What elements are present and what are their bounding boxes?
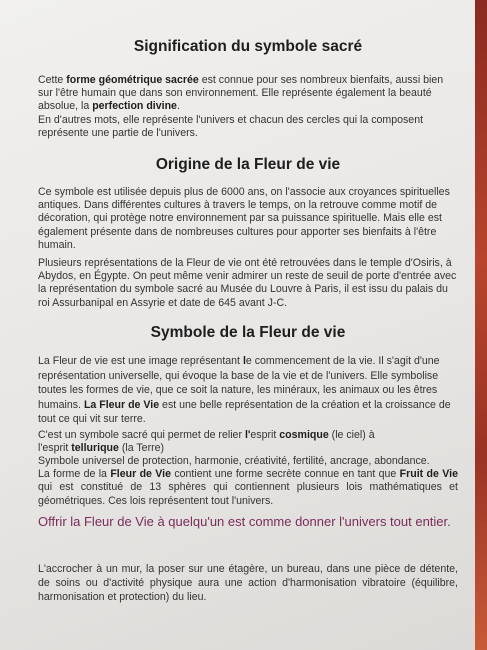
signification-paragraph-2: En d'autres mots, elle représente l'univers et chacun des cercles qui la composent représente une partie de l'univers. — [38, 113, 424, 139]
closing-paragraph: L'accrocher à un mur, la poser sur une étagère, un bureau, dans une pièce de détente, de soins ou d'activité physique aura une action d'harmonisation vibratoire (équilibre, harmonisation et protection) du lieu. — [38, 563, 458, 603]
origine-text — [38, 186, 458, 310]
quote-block — [38, 514, 458, 530]
origine-paragraph-1: Ce symbole est utilisée depuis plus de 6000 ans, on l'associe aux croyances spirituelles antiques. Dans différentes cultures à travers le temps, on la retrouve comme motif de décoration, qui protège notre environnement par sa puissance spirituelle. Mais elle est également présente dans de nombreuses cultures pour apporter ses bienfaits à l'être humain. — [38, 186, 450, 251]
bold-la-fleur-de-vie: La Fleur de Vie — [83, 398, 160, 411]
bold-forme-geometrique: forme géométrique sacrée — [66, 74, 199, 86]
bold-perfection-divine: perfection divine — [92, 100, 177, 113]
bold-cosmique: cosmique — [279, 428, 329, 441]
background-edge — [475, 0, 487, 650]
section-title-origine: Origine de la Fleur de vie — [155, 156, 341, 173]
symbole-paragraph-4: La forme de la Fleur de Vie contient une forme secrète connue en tant que Fruit de Vie qui est constitué de 13 sphères qui contiennent plusieurs lois mathématiques et géométriques. Ces lois représentent tout l'univers. — [38, 468, 458, 507]
section-title-symbole: Symbole de la Fleur de vie — [150, 324, 346, 341]
symbole-paragraph-1: La Fleur de vie est une image représentant le commencement de la vie. Il s'agit d'une représentation universelle, qui évoque la base de la vie et de l'univers. Elle symbolise toutes les formes de vie, que ce soit la nature, les minéraux, les animaux ou les êtres humains. La Fleur de Vie est une belle représentation de la création et la croissance de tout ce qui vit sur terre. — [38, 355, 451, 425]
bold-fleur-de-vie: Fleur de Vie — [110, 468, 171, 481]
symbole-paragraph-3: Symbole universel de protection, harmonie, créativité, fertilité, ancrage, abondance. — [38, 454, 430, 467]
highlight-quote: Offrir la Fleur de Vie à quelqu'un est comme donner l'univers tout entier. — [38, 514, 451, 529]
symbole-paragraph-2: C'est un symbole sacré qui permet de relier l'esprit cosmique (le ciel) à l'esprit tellurique (la Terre) — [38, 428, 375, 454]
signification-paragraph-1: Cette forme géométrique sacrée est connue pour ses nombreux bienfaits, aussi bien sur l'être humain que dans son environnement. Elle représente également la beauté absolue, la perfection divine. — [38, 74, 444, 113]
signification-text — [38, 74, 458, 140]
symbole-text — [38, 354, 458, 508]
origine-paragraph-2: Plusieurs représentations de la Fleur de vie ont été retrouvées dans le temple d'Osiris, à Abydos, en Égypte. On peut même venir admirer un reste de seuil de porte d'entrée avec la représentation du symbole sacré au Musée du Louvre à Paris, il est issu du palais du roi Assurbanipal en Assyrie et date de 645 avant J-C. — [38, 257, 457, 309]
closing-block — [38, 562, 458, 604]
bold-fruit-de-vie: Fruit de Vie — [399, 468, 458, 481]
bold-tellurique: tellurique — [71, 441, 119, 454]
section-title-signification: Signification du symbole sacré — [133, 38, 363, 55]
